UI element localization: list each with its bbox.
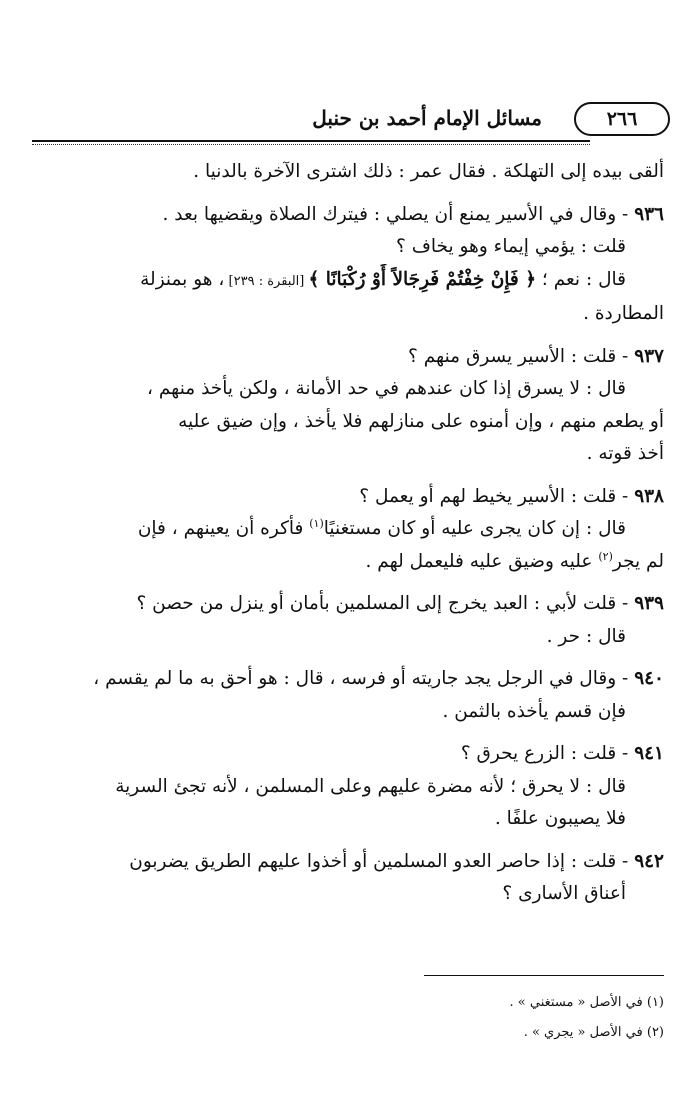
- entry-number: ٩٤٠: [634, 668, 664, 689]
- header-dotted-rule: [32, 144, 590, 145]
- page-number-badge: ٢٦٦: [574, 102, 670, 136]
- quran-line: [34, 264, 664, 299]
- entry-text: قلت : إذا حاصر العدو المسلمين أو أخذوا عليهم الطريق يضربون: [129, 850, 617, 872]
- text-line: ٩٣٦ - وقال في الأسير يمنع أن يصلي : فيترك الصلاة ويقضيها بعد .: [162, 203, 664, 225]
- running-title: مسائل الإمام أحمد بن حنبل: [312, 106, 542, 130]
- footnote-marker: (١): [309, 516, 324, 530]
- page-header: [32, 96, 670, 146]
- text-line: ٩٤١ - قلت : الزرع يحرق ؟: [460, 743, 664, 764]
- entry-number: ٩٣٧: [634, 345, 664, 367]
- text-line: أخذ قوته .: [586, 443, 664, 464]
- entry-text: لم يجر: [612, 550, 664, 572]
- quote-suffix: ، هو بمنزلة: [140, 268, 225, 290]
- entry-number: ٩٣٨: [634, 485, 664, 507]
- text-line: [34, 513, 664, 546]
- text-line: أعناق الأسارى ؟: [502, 883, 626, 904]
- text-line: قال : لا يحرق ؛ لأنه مضرة عليهم وعلى المسلمن ، لأنه تجئ السرية: [115, 775, 626, 797]
- entry-text: قلت : الأسير يخيط لهم أو يعمل ؟: [359, 485, 617, 507]
- entry-number: ٩٤٢: [634, 850, 664, 872]
- continuation-paragraph: [34, 156, 664, 189]
- header-rule: [32, 140, 590, 142]
- footnote-2: (٢) في الأصل « يجري » .: [523, 1025, 664, 1040]
- entry-940: [34, 663, 664, 728]
- quote-prefix: قال : نعم ؛: [536, 268, 626, 290]
- text-line: ٩٣٩ - قلت لأبي : العبد يخرج إلى المسلمين بأمان أو ينزل من حصن ؟: [136, 593, 664, 614]
- entry-text: قلت : الأسير يسرق منهم ؟: [408, 345, 617, 367]
- footnote-marker: (٢): [598, 549, 613, 563]
- text-line: ٩٣٨ - قلت : الأسير يخيط لهم أو يعمل ؟: [359, 485, 664, 507]
- text-line: [34, 546, 664, 579]
- entry-text: عليه وضيق عليه فليعمل لهم .: [365, 550, 599, 572]
- footnote-1: (١) في الأصل « مستغني » .: [509, 995, 664, 1010]
- body-text: [34, 156, 664, 921]
- footnotes: [510, 988, 664, 1048]
- entry-text: وقال في الأسير يمنع أن يصلي : فيترك الصلاة ويقضيها بعد .: [162, 203, 617, 225]
- entry-number: ٩٤١: [634, 743, 664, 764]
- entry-941: [34, 738, 664, 836]
- entry-text: وقال في الرجل يجد جاريته أو فرسه ، قال : هو أحق به ما لم يقسم ،: [93, 668, 617, 689]
- text-line: ٩٤٠ - وقال في الرجل يجد جاريته أو فرسه ، قال : هو أحق به ما لم يقسم ،: [93, 668, 664, 689]
- text-line: ألقى بيده إلى التهلكة . فقال عمر : ذلك اشترى الآخرة بالدنيا .: [193, 161, 664, 182]
- text-line: فلا يصيبون علفًا .: [494, 808, 626, 829]
- quran-verse: ﴿ فَإِنْ خِفْتُمْ فَرِجَالاً أَوْ رُكْبَانًا ﴾: [308, 268, 537, 290]
- text-line: أو يطعم منهم ، وإن أمنوه على منازلهم فلا يأخذ ، وإن ضيق عليه: [178, 410, 664, 432]
- verse-reference: [البقرة : ٢٣٩]: [224, 273, 309, 289]
- text-line: ٩٣٧ - قلت : الأسير يسرق منهم ؟: [408, 345, 664, 367]
- entry-number: ٩٣٦: [634, 203, 664, 225]
- entry-939: [34, 588, 664, 653]
- entry-937: [34, 341, 664, 471]
- entry-number: ٩٣٩: [634, 593, 664, 614]
- text-line: قلت : يؤمي إيماء وهو يخاف ؟: [396, 236, 626, 257]
- text-line: ٩٤٢ - قلت : إذا حاصر العدو المسلمين أو أخذوا عليهم الطريق يضربون: [129, 850, 664, 872]
- text-line: قال : لا يسرق إذا كان عندهم في حد الأمانة ، ولكن يأخذ منهم ،: [147, 378, 626, 399]
- text-line: فإن قسم يأخذه بالثمن .: [442, 700, 626, 722]
- text-line: قال : حر .: [546, 625, 626, 647]
- entry-text: قلت : الزرع يحرق ؟: [460, 743, 617, 764]
- text-line: المطاردة .: [583, 303, 664, 324]
- entry-936: [34, 199, 664, 331]
- entry-text: قال : إن كان يجرى عليه أو كان مستغنيًا: [323, 518, 626, 539]
- entry-938: [34, 481, 664, 579]
- footnote-separator: [424, 975, 664, 976]
- entry-text: قلت لأبي : العبد يخرج إلى المسلمين بأمان أو ينزل من حصن ؟: [136, 593, 617, 614]
- entry-942: [34, 846, 664, 911]
- entry-text: فأكره أن يعينهم ، فإن: [137, 518, 310, 539]
